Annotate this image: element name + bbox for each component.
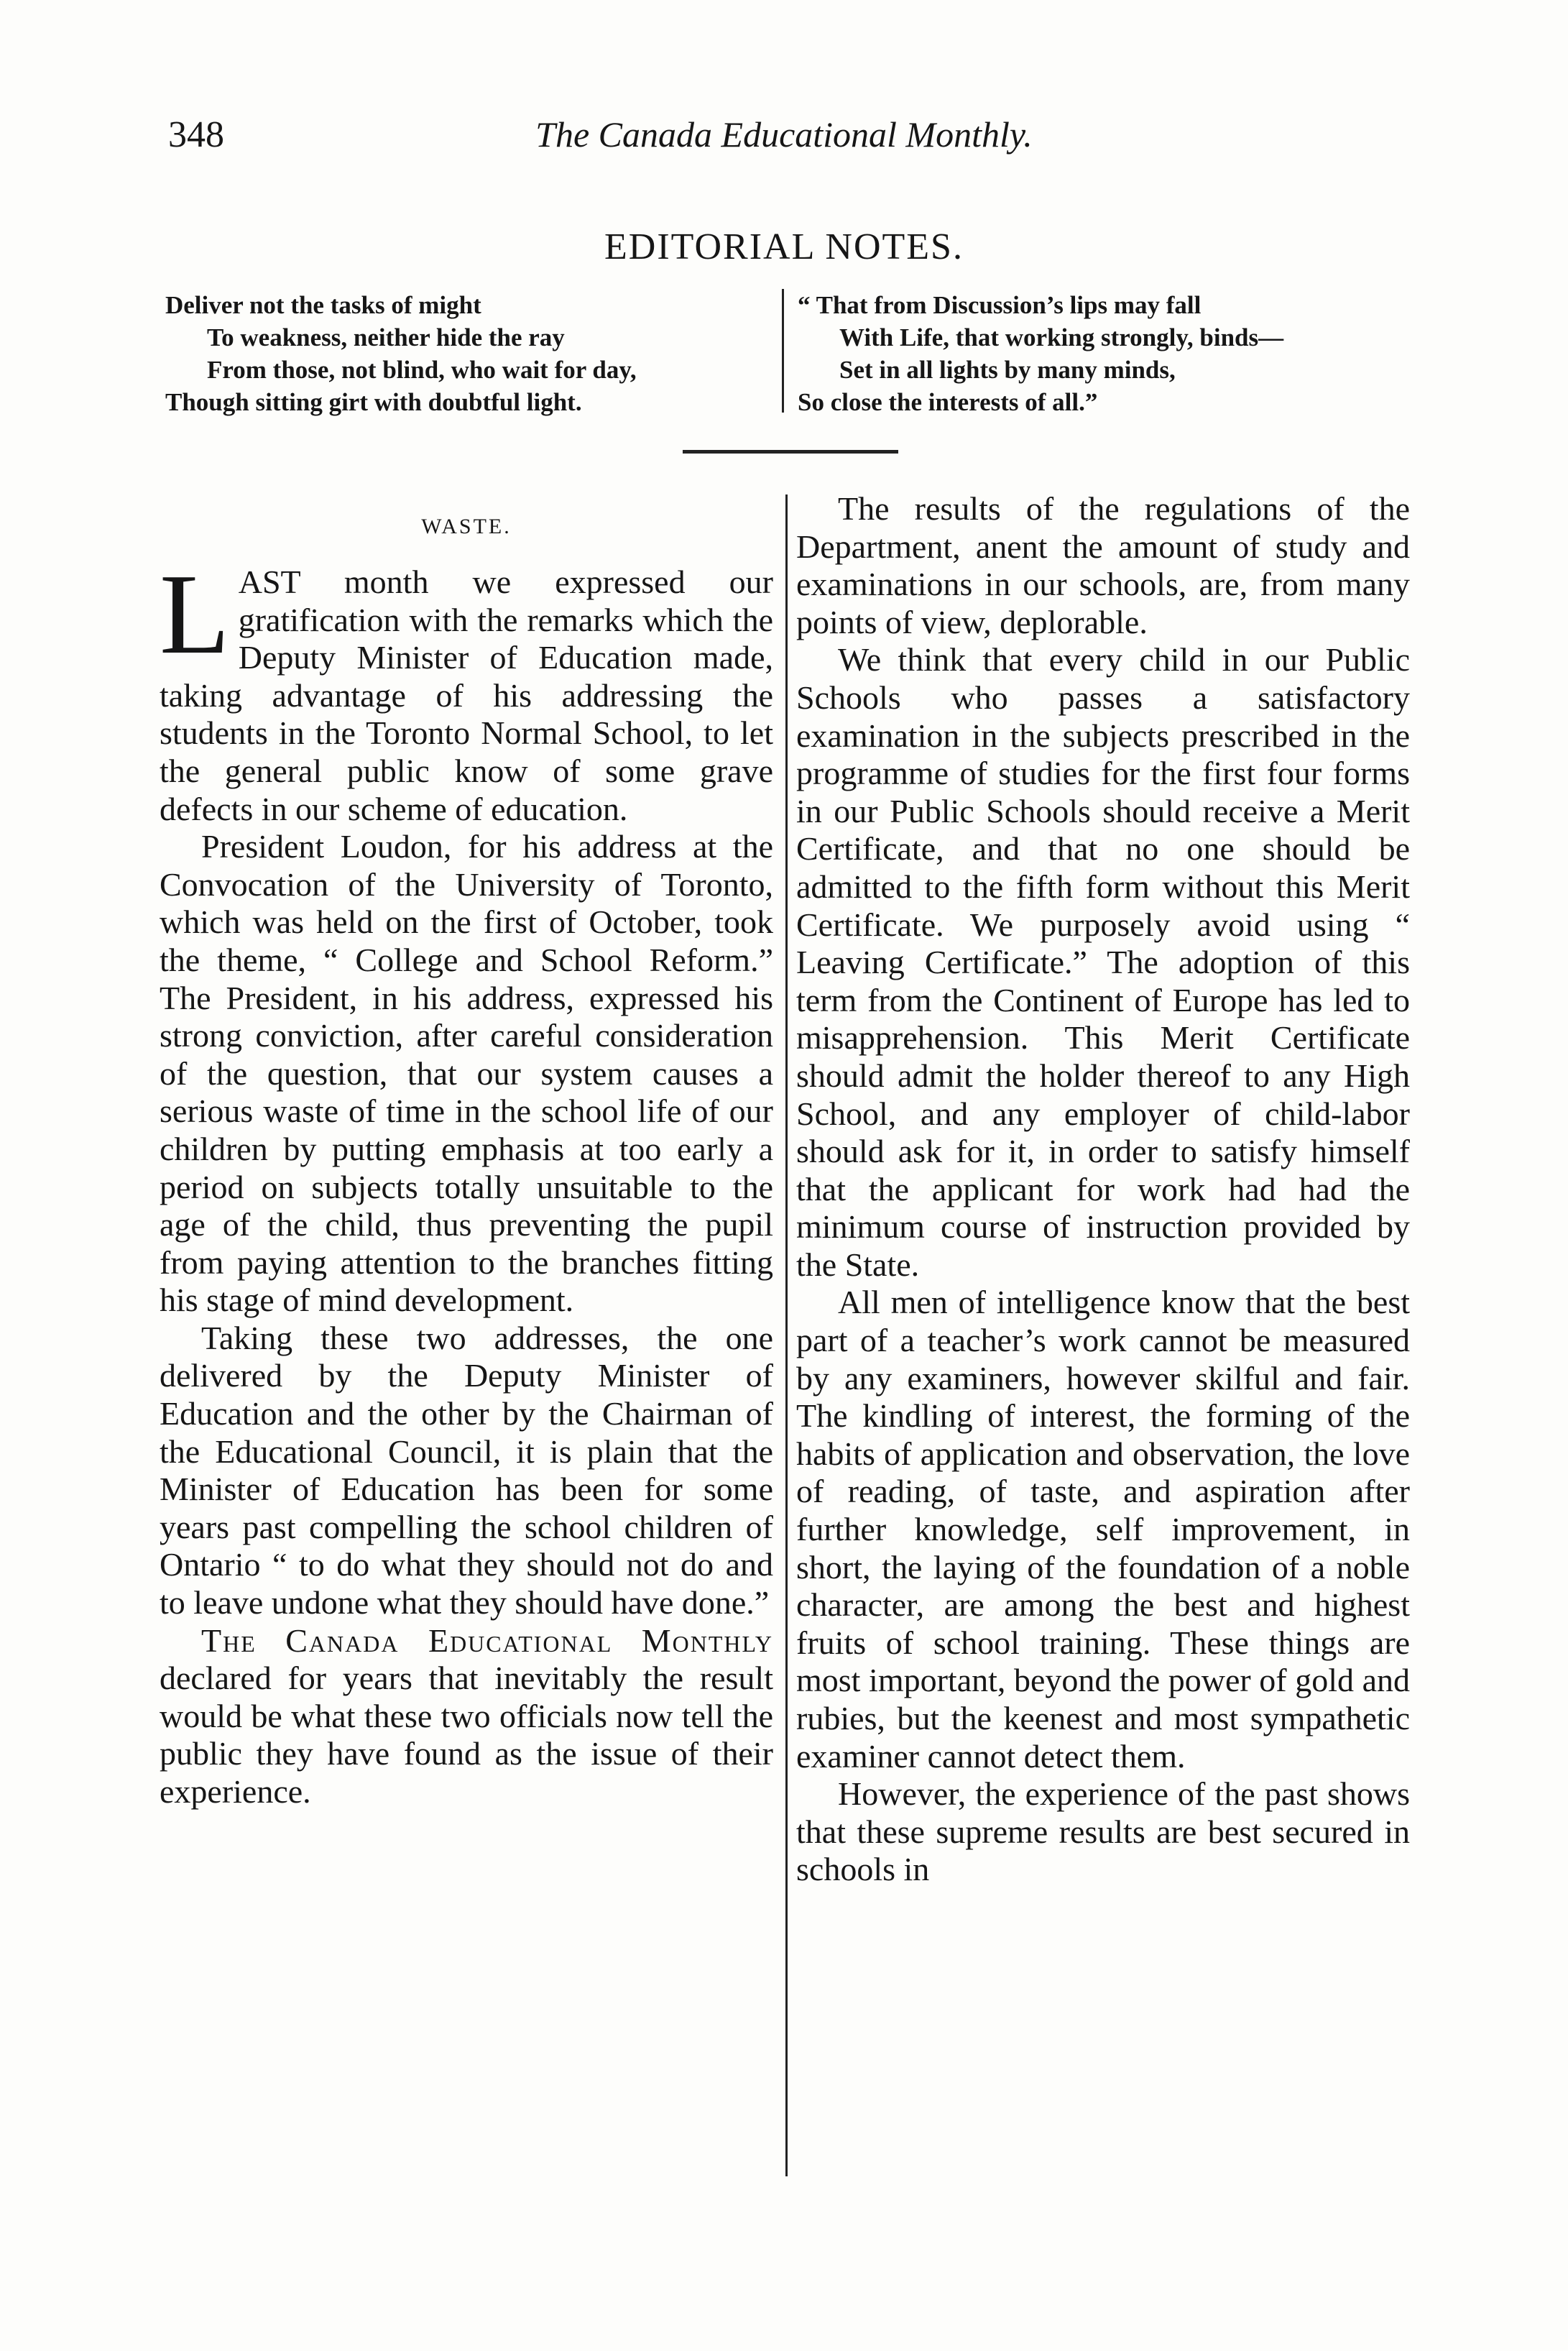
section-divider-rule — [683, 450, 898, 454]
epigraph-line: To weakness, neither hide the ray — [207, 323, 565, 351]
article-paragraph: President Loudon, for his address at the Convocation of the University of Toronto, which was held on the first of October, took the theme, “ College and School Reform.” The President, in his address, expressed his strong conviction, after careful consideration of the question, that our system causes a serious waste of time in the school life of our children by putting emphasis at too early a period on subjects totally unsuitable to the age of the child, thus preventing the pupil from paying attention to the branches fitting his stage of mind development. — [160, 828, 773, 1319]
column-divider-rule — [785, 494, 788, 2176]
epigraph-divider — [782, 289, 784, 413]
paragraph-text: AST month we expressed our gratification with the remarks which the Deputy Minister of Education made, taking advantage of his addressing the students in the Toronto Normal School, to let the general public know of some grave defects in our scheme of education. — [160, 563, 773, 827]
article-paragraph: We think that every child in our Public Schools who passes a satisfactory examination in the subjects prescribed in the programme of studies for the first four forms in our Public Schools should receive a Merit Certificate, and that no one should be admitted to the fifth form without this Merit Certificate. We purposely avoid using “ Leaving Certificate.” The adoption of this term from the Continent of Europe has led to misapprehension. This Merit Certificate should admit the holder thereof to any High School, and any employer of child-labor should ask for it, in order to satisfy himself that the applicant for work had had the minimum course of instruction provided by the State. — [796, 641, 1410, 1283]
magazine-name: The Canada Educational Monthly — [201, 1621, 773, 1659]
section-title: EDITORIAL NOTES. — [604, 226, 964, 267]
running-title: The Canada Educational Monthly. — [535, 114, 1033, 155]
epigraph-line: Set in all lights by many minds, — [839, 356, 1176, 384]
epigraph-line: Though sitting girt with doubtful light. — [165, 388, 582, 416]
article-paragraph — [160, 550, 773, 828]
article-paragraph: All men of intelligence know that the best part of a teacher’s work cannot be measured by any examiners, however skilful and fair. The kindling of interest, the forming of the habits of application and observation, the love of reading, of taste, and aspiration after further knowledge, self improvement, in short, the laying of the foundation of a noble character, are among the best and highest fruits of school training. These things are most important, beyond the power of gold and rubies, but the keenest and most sympathetic examiner cannot detect them. — [796, 1284, 1410, 1775]
epigraph-left — [165, 289, 637, 418]
article-paragraph: The results of the regulations of the Department, anent the amount of study and examinations in our schools, are, from many points of view, deplorable. — [796, 490, 1410, 640]
page-number: 348 — [168, 114, 224, 155]
right-column — [796, 490, 1410, 1889]
epigraph-line: From those, not blind, who wait for day, — [207, 356, 637, 384]
left-column — [160, 490, 773, 1811]
article-paragraph: Taking these two addresses, the one delivered by the Deputy Minister of Education and the other by the Chairman of the Educational Council, it is plain that the Minister of Education has been for some years past compelling the school children of Ontario “ to do what they should not do and to leave undone what they should have done.” — [160, 1319, 773, 1621]
epigraph-line: “ That from Discussion’s lips may fall — [798, 291, 1202, 319]
epigraph-line: So close the interests of all.” — [798, 388, 1098, 416]
article-paragraph — [160, 1622, 773, 1811]
epigraph-right — [798, 289, 1283, 418]
epigraph-line: Deliver not the tasks of might — [165, 291, 481, 319]
article-paragraph: However, the experience of the past shows that these supreme results are best secured in schools in — [796, 1775, 1410, 1888]
article-heading: WASTE. — [421, 515, 512, 538]
epigraph-line: With Life, that working strongly, binds— — [839, 323, 1284, 351]
paragraph-text: declared for years that inevitably the result would be what these two officials now tell the public they have found as the issue of their experience. — [160, 1660, 773, 1810]
drop-cap: L — [160, 550, 230, 678]
